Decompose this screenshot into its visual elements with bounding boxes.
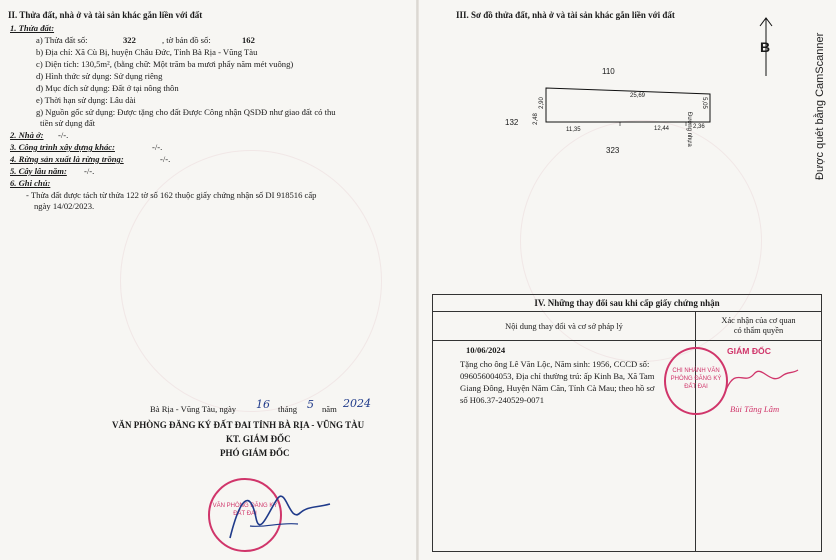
- usage-term-line: e) Thời hạn sử dụng: Lâu dài: [36, 95, 136, 105]
- adjacent-parcel-top: 110: [602, 67, 615, 76]
- usage-purpose-line: đ) Mục đích sử dụng: Đất ở tại nông thôn: [36, 83, 179, 93]
- change-line-4: số H06.37-240529-0071: [460, 395, 545, 405]
- issuing-office: VĂN PHÒNG ĐĂNG KÝ ĐẤT ĐAI TỈNH BÀ RỊA - VŨNG TÀU: [112, 420, 365, 430]
- parcel-number: 322: [123, 35, 136, 45]
- change-line-2: 096056004053, Địa chỉ thường trú: ấp Kinh Ba, Xã Tam: [460, 371, 655, 381]
- dim-right: 5,05: [700, 97, 707, 109]
- change-date: 10/06/2024: [466, 345, 506, 355]
- note-line-2: ngày 14/02/2023.: [34, 201, 95, 211]
- housing-title: 2. Nhà ở:: [10, 130, 44, 140]
- deputy-director: PHÓ GIÁM ĐỐC: [220, 448, 290, 458]
- usage-origin-line-2: tiền sử dụng đất: [40, 118, 96, 128]
- parcel-sketch: [520, 60, 740, 160]
- change-line-1: Tặng cho ông Lê Văn Lộc, Năm sinh: 1956, CCCD số:: [460, 359, 650, 369]
- col-confirm-header-2: có thẩm quyền: [733, 326, 784, 335]
- planted-forest-value: -/-.: [160, 154, 171, 164]
- map-sheet-number: 162: [242, 35, 255, 45]
- notes-title: 6. Ghi chú:: [10, 178, 51, 188]
- road-label: Đường nhựa: [686, 112, 692, 147]
- issue-year: 2024: [343, 397, 371, 410]
- housing-value: -/-.: [58, 130, 69, 140]
- perennial-trees-value: -/-.: [84, 166, 95, 176]
- address-line: b) Địa chỉ: Xã Cù Bị, huyện Châu Đức, Tỉnh Bà Rịa - Vũng Tàu: [36, 47, 258, 57]
- adjacent-parcel-left: 132: [505, 118, 519, 127]
- dim-bottom-1: 11,35: [566, 127, 581, 133]
- other-construction-value: -/-.: [152, 142, 163, 152]
- dim-top: 25,69: [630, 93, 646, 99]
- issue-date-prefix: Bà Rịa - Vũng Tàu, ngày: [150, 404, 237, 414]
- parcel-number-label: a) Thửa đất số:: [36, 35, 88, 45]
- north-label: B: [760, 39, 771, 55]
- issue-month: 5: [307, 398, 314, 411]
- change-line-3: Giang Đông, Huyện Năm Căn, Tỉnh Cà Mau; theo hồ sơ: [460, 383, 655, 393]
- scanner-watermark: Được quét bằng CamScanner: [814, 32, 826, 180]
- area-line: c) Diện tích: 130,5m², (bằng chữ: Một trăm ba mươi phẩy năm mét vuông): [36, 59, 294, 69]
- dim-left-upper: 2,90: [538, 97, 545, 109]
- dim-bottom-3: 2,36: [693, 124, 705, 130]
- col-confirm-header: [696, 312, 822, 341]
- usage-origin-line: g) Nguồn gốc sử dụng: Được tặng cho đất Được Công nhận QSDĐ như giao đất có thu: [36, 107, 336, 117]
- col-confirm-header-1: Xác nhận của cơ quan: [721, 316, 796, 325]
- changes-title: IV. Những thay đổi sau khi cấp giấy chứng nhận: [433, 295, 822, 312]
- director-name: Bùi Tăng Lâm: [730, 404, 780, 414]
- planted-forest-title: 4. Rừng sản xuất là rừng trồng:: [10, 154, 124, 164]
- section-iii-heading: III. Sơ đồ thửa đất, nhà ở và tài sản khác gắn liền với đất: [456, 10, 675, 20]
- director-title: GIÁM ĐỐC: [727, 346, 771, 356]
- issue-day: 16: [256, 398, 270, 411]
- perennial-trees-title: 5. Cây lâu năm:: [10, 166, 67, 176]
- adjacent-parcel-bottom: 323: [606, 146, 620, 155]
- other-construction-title: 3. Công trình xây dựng khác:: [10, 142, 115, 152]
- land-parcel-title: 1. Thửa đất:: [10, 23, 55, 33]
- section-ii-heading: II. Thửa đất, nhà ở và tài sản khác gắn liền với đất: [8, 10, 203, 20]
- director-signature: [720, 356, 800, 400]
- issue-month-label: tháng: [278, 404, 298, 414]
- branch-stamp-text: CHI NHÁNH VĂN PHÒNG ĐĂNG KÝ ĐẤT ĐAI: [670, 368, 722, 390]
- office-stamp-text: VĂN PHÒNG ĐĂNG KÝ ĐẤT ĐAI: [212, 503, 278, 517]
- kt-director: KT. GIÁM ĐỐC: [226, 434, 291, 444]
- col-content-header: Nội dung thay đổi và cơ sở pháp lý: [433, 312, 696, 341]
- dim-bottom-2: 12,44: [654, 126, 670, 132]
- dim-left-lower: 2,48: [532, 113, 539, 125]
- changes-table: [432, 294, 822, 552]
- deputy-signature: [220, 478, 340, 548]
- map-sheet-label: , tờ bản đồ số:: [162, 35, 211, 45]
- issue-year-label: năm: [322, 404, 337, 414]
- usage-form-line: d) Hình thức sử dụng: Sử dụng riêng: [36, 71, 163, 81]
- note-line-1: - Thửa đất được tách từ thửa 122 tờ số 162 thuộc giấy chứng nhận số DI 918516 cấp: [26, 190, 317, 200]
- branch-stamp: [664, 347, 728, 415]
